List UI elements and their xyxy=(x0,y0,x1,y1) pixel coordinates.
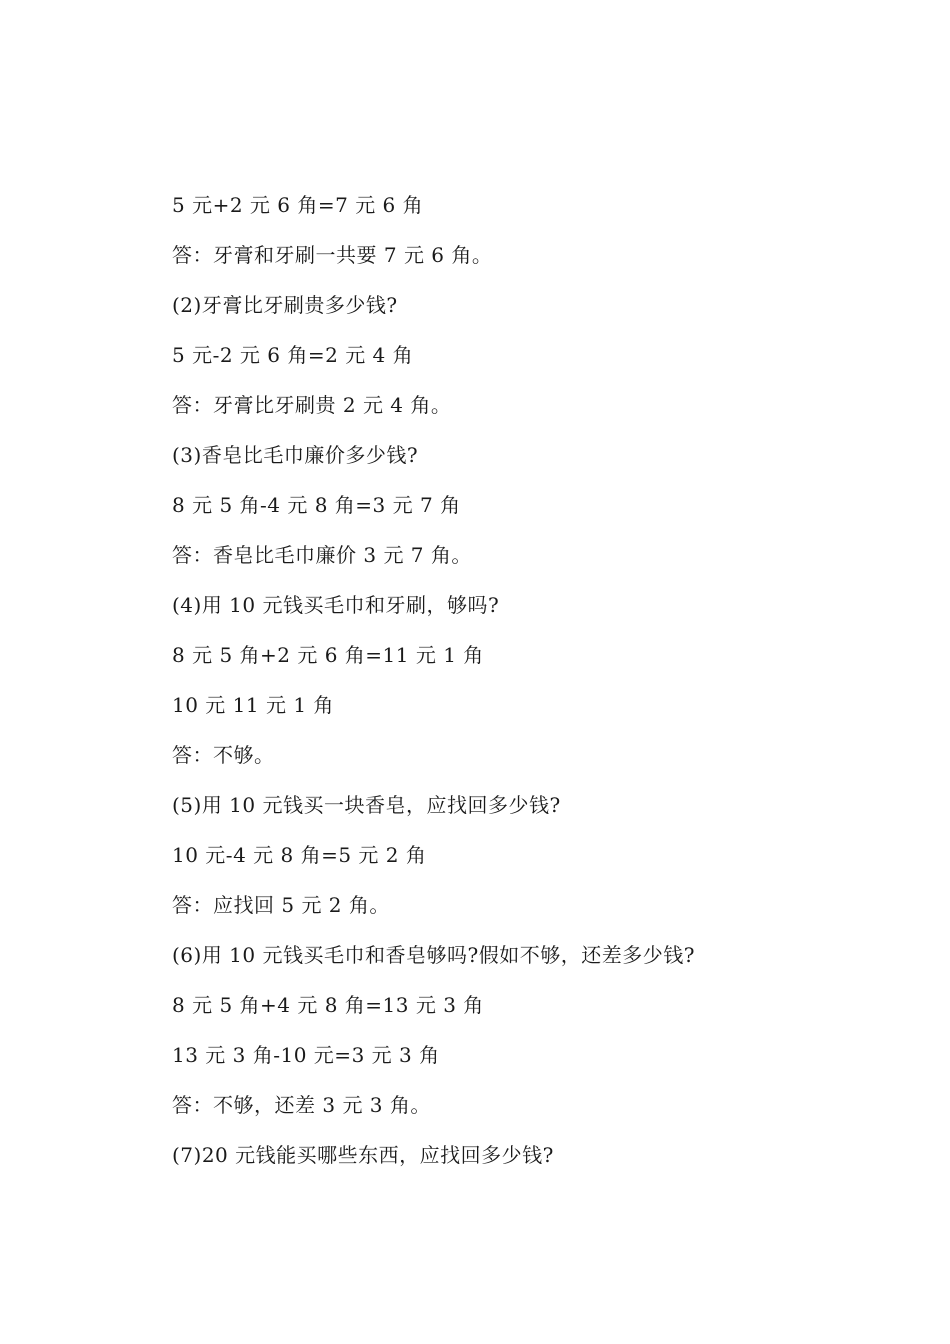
question-line: (4)用 10 元钱买毛巾和牙刷，够吗? xyxy=(172,593,500,617)
equation-line: 8 元 5 角+4 元 8 角=13 元 3 角 xyxy=(172,993,484,1017)
answer-line: 答：应找回 5 元 2 角。 xyxy=(172,893,390,917)
answer-line: 答：牙膏和牙刷一共要 7 元 6 角。 xyxy=(172,243,493,267)
question-line: (7)20 元钱能买哪些东西，应找回多少钱? xyxy=(172,1143,554,1167)
question-line: (3)香皂比毛巾廉价多少钱? xyxy=(172,443,419,467)
equation-line: 8 元 5 角+2 元 6 角=11 元 1 角 xyxy=(172,643,484,667)
answer-line: 答：牙膏比牙刷贵 2 元 4 角。 xyxy=(172,393,452,417)
equation-line: 5 元+2 元 6 角=7 元 6 角 xyxy=(172,193,424,217)
comparison-line: 10 元 11 元 1 角 xyxy=(172,693,334,717)
answer-line: 答：不够。 xyxy=(172,743,275,767)
question-line: (6)用 10 元钱买毛巾和香皂够吗?假如不够，还差多少钱? xyxy=(172,943,695,967)
answer-line: 答：不够，还差 3 元 3 角。 xyxy=(172,1093,431,1117)
document-body xyxy=(172,188,852,1188)
answer-line: 答：香皂比毛巾廉价 3 元 7 角。 xyxy=(172,543,472,567)
equation-line: 13 元 3 角-10 元=3 元 3 角 xyxy=(172,1043,440,1067)
question-line: (5)用 10 元钱买一块香皂，应找回多少钱? xyxy=(172,793,561,817)
equation-line: 10 元-4 元 8 角=5 元 2 角 xyxy=(172,843,427,867)
question-line: (2)牙膏比牙刷贵多少钱? xyxy=(172,293,398,317)
equation-line: 8 元 5 角-4 元 8 角=3 元 7 角 xyxy=(172,493,461,517)
equation-line: 5 元-2 元 6 角=2 元 4 角 xyxy=(172,343,414,367)
